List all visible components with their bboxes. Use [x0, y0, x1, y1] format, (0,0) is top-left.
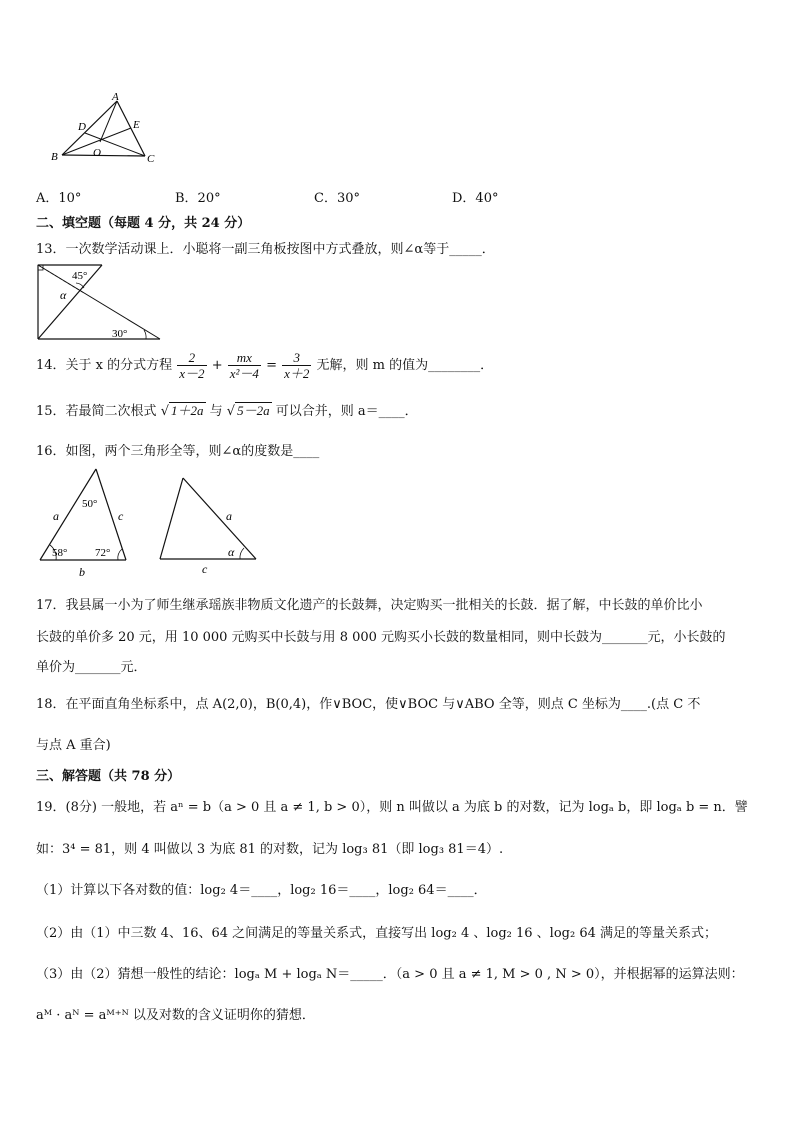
equals-sign: = [266, 358, 277, 373]
angle-72-label: 72° [95, 547, 111, 559]
vertex-label-e: E [133, 119, 140, 131]
question-13-text: 13．一次数学活动课上．小聪将一副三角板按图中方式叠放，则∠α等于_____． [36, 242, 495, 257]
fraction-1-numerator: 2 [177, 350, 206, 366]
question-19-part-1: （1）计算以下各对数的值：log₂ 4＝____，log₂ 16＝____，log₂ 64＝____． [36, 883, 487, 898]
triangle-set-figure-q13 [36, 263, 166, 343]
side-a-label: a [53, 509, 59, 523]
fraction-2 [228, 350, 261, 381]
fraction-3 [282, 350, 311, 381]
angle-30-label: 30° [112, 328, 128, 340]
choice-d: D．40° [452, 191, 499, 206]
vertex-label-a: A [112, 91, 119, 103]
question-19-part-3: （3）由（2）猜想一般性的结论：logₐ M + logₐ N＝_____．（a > 0 且 a ≠ 1, M > 0 , N > 0），并根据幂的运算法则： [36, 967, 744, 982]
fraction-3-denominator: x＋2 [284, 366, 310, 381]
q15-middle: 与 [209, 404, 223, 419]
congruent-triangles-figure [36, 462, 276, 580]
q14-suffix: 无解，则 m 的值为________． [316, 358, 494, 373]
angle-50-label: 50° [82, 498, 98, 510]
question-19-line-1: 19．(8分) 一般地，若 aⁿ = b（a > 0 且 a ≠ 1, b > 0），则 n 叫做以 a 为底 b 的对数，记为 logₐ b，即 logₐ b = n．譬 [36, 800, 748, 815]
fraction-2-denominator: x²－4 [229, 366, 259, 381]
vertex-label-d: D [78, 121, 86, 133]
side-c2-label: c [202, 562, 208, 576]
q14-prefix: 14．关于 x 的分式方程 [36, 358, 173, 373]
vertex-label-c: C [147, 153, 155, 165]
side-c-label: c [118, 509, 124, 523]
question-14 [36, 350, 493, 381]
question-16-text: 16．如图，两个三角形全等，则∠α的度数是____ [36, 444, 320, 459]
fraction-2-numerator: mx [228, 350, 261, 366]
sqrt-sign-2: √ [226, 404, 236, 419]
fraction-1-denominator: x－2 [179, 366, 205, 381]
section-title-fill-in: 二、填空题（每题 4 分，共 24 分） [36, 216, 251, 231]
question-19-line-2: 如：3⁴ = 81，则 4 叫做以 3 为底 81 的对数，记为 log₃ 81（即 log₃ 81＝4）. [36, 842, 504, 857]
section-title-solutions: 三、解答题（共 78 分） [36, 769, 181, 784]
question-19-part-3-cont: aᴹ · aᴺ = aᴹ⁺ᴺ 以及对数的含义证明你的猜想． [36, 1008, 315, 1023]
radicand-1: 1＋2a [170, 403, 204, 418]
q15-suffix: 可以合并，则 a＝____． [275, 404, 418, 419]
question-19-part-2: （2）由（1）中三数 4、16、64 之间满足的等量关系式，直接写出 log₂ 4 、log₂ 16 、log₂ 64 满足的等量关系式； [36, 926, 717, 941]
question-17-line-3: 单价为_______元． [36, 660, 147, 675]
side-a2-label: a [226, 509, 232, 523]
sqrt-sign-1: √ [160, 404, 169, 419]
alpha-label: α [60, 288, 67, 302]
q15-prefix: 15．若最简二次根式 [36, 404, 157, 419]
plus-sign: + [211, 358, 223, 373]
choice-c: C．30° [314, 191, 360, 206]
alpha-label-2: α [228, 545, 235, 559]
radicand-2: 5－2a [237, 403, 270, 418]
vertex-label-o: O [93, 147, 101, 159]
question-18-line-1: 18．在平面直角坐标系中，点 A(2,0)，B(0,4)，作∨BOC，使∨BOC 与∨ABO 全等，则点 C 坐标为____.(点 C 不 [36, 697, 701, 712]
question-15 [36, 400, 418, 419]
side-b-label: b [79, 565, 85, 579]
vertex-label-b: B [51, 151, 58, 163]
fraction-1 [177, 350, 206, 381]
choice-a: A．10° [36, 191, 82, 206]
question-18-line-2: 与点 A 重合) [36, 738, 111, 753]
triangle-figure-q12 [45, 90, 170, 170]
choice-b: B．20° [175, 191, 221, 206]
angle-58-label: 58° [52, 547, 68, 559]
angle-45-label: 45° [72, 270, 88, 282]
question-17-line-2: 长鼓的单价多 20 元，用 10 000 元购买中长鼓与用 8 000 元购买小长鼓的数量相同，则中长鼓为_______元，小长鼓的 [36, 630, 726, 645]
fraction-3-numerator: 3 [282, 350, 311, 366]
question-17-line-1: 17．我县属一小为了师生继承瑶族非物质文化遗产的长鼓舞，决定购买一批相关的长鼓．据了解，中长鼓的单价比小 [36, 598, 703, 613]
